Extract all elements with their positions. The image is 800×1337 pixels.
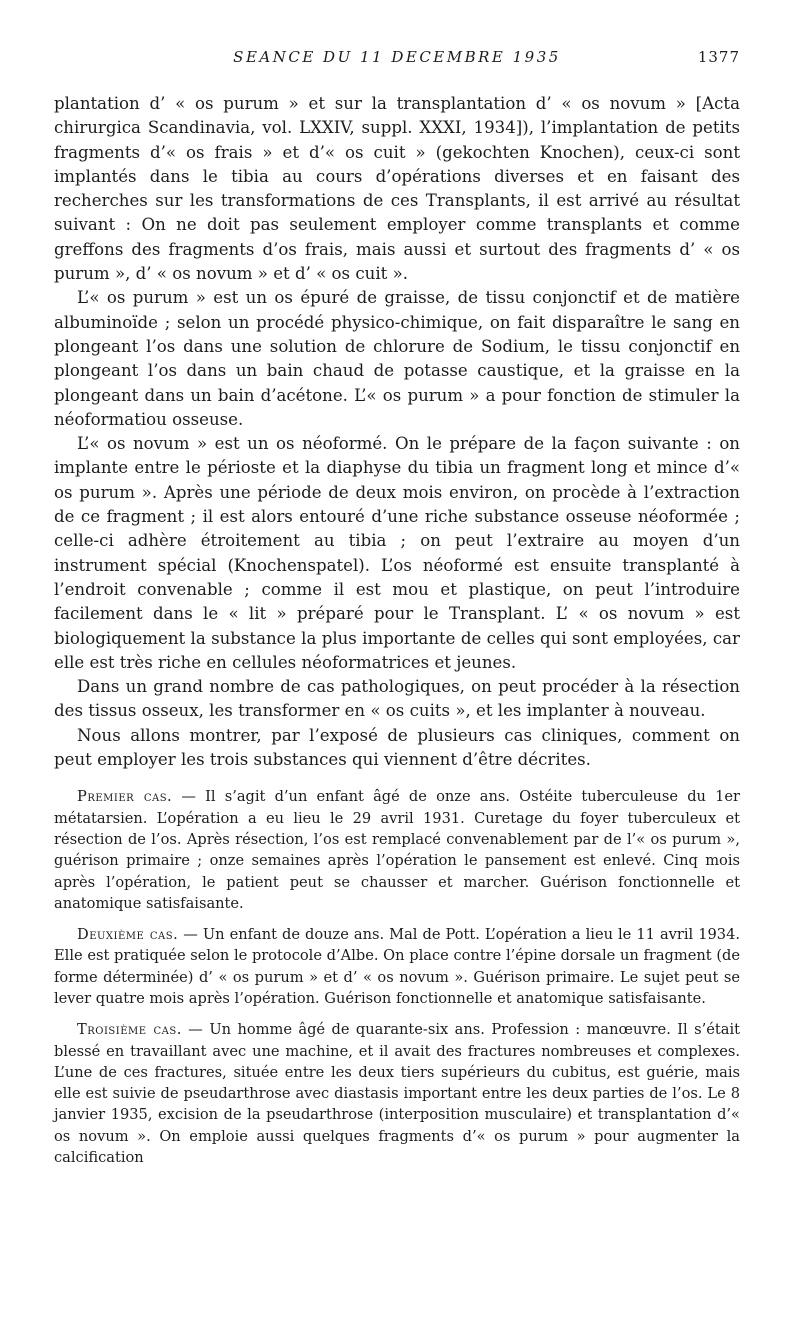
clinical-cases xyxy=(54,786,740,1168)
paragraph-cas-cliniques: Nous allons montrer, par l’exposé de plusieurs cas cliniques, comment on peut employer les trois substances qui viennent d’être décrites. xyxy=(54,725,740,770)
case-second xyxy=(54,924,740,1009)
case-text: — Un enfant de douze ans. Mal de Pott. L’opération a lieu le 11 avril 1934. Elle est pratiquée selon le protocole d’Albe. On place contre l’épine dorsale un fragment (de forme déterminée) d’ « os purum » et d’ « os novum ». Guérison primaire. Le sujet peut se lever quatre mois après l’opération. Guérison fonctionnelle et anatomique satisfaisante. xyxy=(54,926,740,1007)
running-header xyxy=(54,48,740,74)
main-text xyxy=(54,92,740,1178)
case-text: — Il s’agit d’un enfant âgé de onze ans. Ostéite tuberculeuse du 1er métatarsien. L’opération a eu lieu le 29 avril 1931. Curetage du foyer tuberculeux et résection de l’os. Après résection, l’os est remplacé convenablement par de l’« os purum », guérison primaire ; onze semaines après l’opération le pansement est enlevé. Cinq mois après l’opération, le patient peut se chausser et marcher. Guérison fonctionnelle et anatomique satisfaisante. xyxy=(54,788,741,912)
case-label: Deuxième cas. xyxy=(77,926,179,944)
paragraph-os-purum: L’« os purum » est un os épuré de graisse, de tissu conjonctif et de matière albuminoïde ; selon un procédé physico-chimique, on fait disparaître le sang en plongeant l’os dans une solution de chlorure de Sodium, le tissu conjonctif en plongeant l’os dans un bain chaud de potasse caustique, et la graisse en la plongeant dans un bain d’acétone. L’« os purum » a pour fonction de stimuler la néoformatiou osseuse. xyxy=(54,288,740,429)
case-label: Troisième cas. xyxy=(77,1021,182,1039)
header-title: SEANCE DU 11 DECEMBRE 1935 xyxy=(233,48,561,66)
paragraph-continuation: plantation d’ « os purum » et sur la transplantation d’ « os novum » [Acta chirurgica Scandinavia, vol. LXXIV, suppl. XXXI, 1934]), l’implantation de petits fragments d’« os frais » et d’« os cuit » (gekochten Knochen), ceux-ci sont implantés dans le tibia au cours d’opérations diverses et en faisant des recherches sur les transformations de ces Transplants, il est arrivé au résultat suivant : On ne doit pas seulement employer comme transplants et comme greffons des fragments d’os frais, mais aussi et surtout des fragments d’ « os purum », d’ « os novum » et d’ « os cuit ». xyxy=(54,94,740,284)
paragraph-os-novum: L’« os novum » est un os néoformé. On le prépare de la façon suivante : on implante entre le périoste et la diaphyse du tibia un fragment long et mince d’« os purum ». Après une période de deux mois environ, on procède à l’extraction de ce fragment ; il est alors entouré d’une riche substance osseuse néoformée ; celle-ci adhère étroitement au tibia ; on peut l’extraire au moyen d’un instrument spécial (Knochenspatel). L’os néoformé est ensuite transplanté à l’endroit convenable ; comme il est mou et plastique, on peut l’introduire facilement dans le « lit » préparé pour le Transplant. L’ « os novum » est biologiquement la substance la plus importante de celles qui sont employées, car elle est très riche en cellules néoformatrices et jeunes. xyxy=(54,434,740,672)
case-text: — Un homme âgé de quarante-six ans. Profession : manœuvre. Il s’était blessé en travaillant avec une machine, et il avait des fractures nombreuses et complexes. L’une de ces fractures, située entre les deux tiers supérieurs du cubitus, est guérie, mais elle est suivie de pseudarthrose avec diastasis important entre les deux parties de l’os. Le 8 janvier 1935, excision de la pseudarthrose (interposition musculaire) et transplantation d’« os novum ». On emploie aussi quelques fragments d’« os purum » pour augmenter la calcification xyxy=(54,1021,740,1167)
case-label: Premier cas. xyxy=(77,788,173,806)
paragraph-os-cuits: Dans un grand nombre de cas pathologiques, on peut procéder à la résection des tissus osseux, les transformer en « os cuits », et les implanter à nouveau. xyxy=(54,677,740,721)
page-number: 1377 xyxy=(697,48,740,66)
case-first xyxy=(54,786,740,914)
case-third xyxy=(54,1019,740,1168)
